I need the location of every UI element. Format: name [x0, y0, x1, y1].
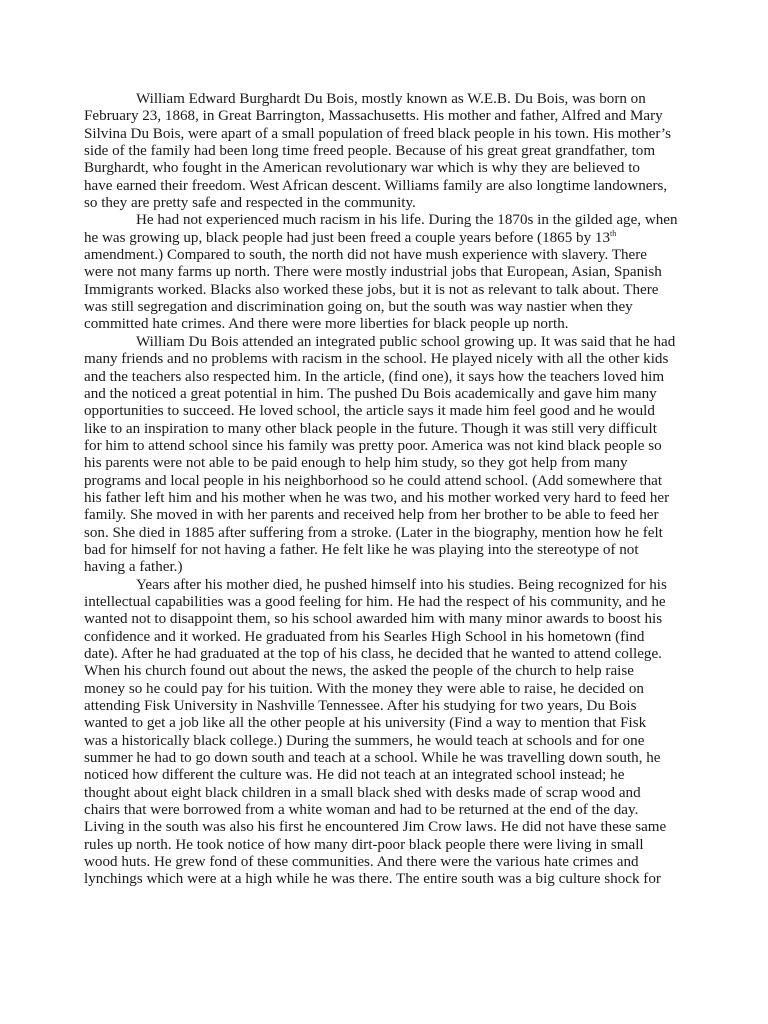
line-text: committed hate crimes. And there were more liberties for black people up north.	[84, 316, 569, 333]
text-line	[84, 542, 684, 559]
line-text: like to an inspiration to many other black people in the future. Though it was still very difficult	[84, 420, 657, 437]
line-text: side of the family had been long time freed people. Because of his great great grandfather, tom	[84, 143, 656, 160]
text-line	[84, 299, 684, 316]
line-text: He had not experienced much racism in his life. During the 1870s in the gilded age, when	[136, 212, 678, 229]
line-text: lynchings which were at a high while he was there. The entire south was a big culture shock for	[84, 871, 661, 888]
line-text: chairs that were borrowed from a white woman and had to be returned at the end of the day.	[84, 802, 639, 819]
line-text: and the teachers also respected him. In the article, (find one), it says how the teachers loved him	[84, 368, 665, 385]
text-line	[84, 611, 684, 628]
text-line	[84, 715, 684, 732]
text-line	[84, 663, 684, 680]
text-line	[84, 473, 684, 490]
text-line	[84, 126, 684, 143]
line-text: his father left him and his mother when he was two, and his mother worked very hard to feed her	[84, 489, 670, 506]
text-line	[84, 91, 684, 108]
text-line	[84, 316, 684, 333]
text-line	[84, 334, 684, 351]
line-text: intellectual capabilities was a good feeling for him. He had the respect of his community, and he	[84, 593, 666, 610]
text-line	[84, 230, 684, 247]
text-line	[84, 750, 684, 767]
text-line	[84, 871, 684, 888]
line-text: programs and local people in his neighborhood so he could attend school. (Add somewhere that	[84, 472, 663, 489]
line-text: was a historically black college.) During the summers, he would teach at schools and for one	[84, 732, 645, 749]
line-text: February 23, 1868, in Great Barrington, Massachusetts. His mother and father, Alfred and Mary	[84, 108, 663, 125]
text-line	[84, 785, 684, 802]
text-line	[84, 698, 684, 715]
line-text: Burghardt, who fought in the American revolutionary war which is why they are believed to	[84, 160, 640, 177]
line-text: son. She died in 1885 after suffering from a stroke. (Later in the biography, mention how he felt	[84, 524, 663, 541]
text-line	[84, 421, 684, 438]
line-text: have earned their freedom. West African descent. Williams family are also longtime landowners,	[84, 177, 668, 194]
text-line	[84, 247, 684, 264]
text-line	[84, 681, 684, 698]
text-line	[84, 264, 684, 281]
line-text: his parents were not able to be paid enough to help him study, so they got help from many	[84, 455, 628, 472]
line-text: and the noticed a great potential in him. The pushed Du Bois academically and gave him many	[84, 385, 657, 402]
text-line	[84, 160, 684, 177]
line-text: noticed how different the culture was. He did not teach at an integrated school instead; he	[84, 767, 625, 784]
text-line	[84, 837, 684, 854]
line-text: William Du Bois attended an integrated public school growing up. It was said that he had	[136, 333, 676, 350]
line-text: confidence and it worked. He graduated from his Searles High School in his hometown (find	[84, 628, 645, 645]
superscript-ordinal: th	[610, 228, 617, 238]
text-line	[84, 351, 684, 368]
text-line	[84, 629, 684, 646]
line-text: attending Fisk University in Nashville Tennessee. After his studying for two years, Du Bois	[84, 698, 637, 715]
text-line	[84, 455, 684, 472]
line-text: bad for himself for not having a father. He felt like he was playing into the stereotype of not	[84, 541, 639, 558]
text-line	[84, 577, 684, 594]
line-text: thought about eight black children in a small black shed with desks made of scrap wood and	[84, 784, 641, 801]
text-line	[84, 369, 684, 386]
line-text: rules up north. He took notice of how many dirt-poor black people there were living in small	[84, 836, 644, 853]
text-line	[84, 386, 684, 403]
text-line	[84, 733, 684, 750]
text-line	[84, 108, 684, 125]
text-line	[84, 178, 684, 195]
text-line	[84, 819, 684, 836]
text-line	[84, 767, 684, 784]
line-text: having a father.)	[84, 559, 183, 576]
text-line	[84, 854, 684, 871]
line-text: Immigrants worked. Blacks also worked these jobs, but it is not as relevant to talk about. There	[84, 281, 659, 298]
text-line	[84, 525, 684, 542]
line-text: Silvina Du Bois, were apart of a small population of freed black people in his town. His mother’s	[84, 125, 671, 142]
line-text: Years after his mother died, he pushed himself into his studies. Being recognized for his	[136, 576, 667, 593]
document-body	[84, 91, 684, 889]
line-text: wanted not to disappoint them, so his school awarded him with many minor awards to boost his	[84, 611, 663, 628]
line-text: was still segregation and discrimination going on, but the south was way nastier when they	[84, 299, 633, 316]
line-text: for him to attend school since his family was pretty poor. America was not kind black people so	[84, 437, 662, 454]
text-line	[84, 438, 684, 455]
text-line	[84, 646, 684, 663]
text-line	[84, 212, 684, 229]
line-text: William Edward Burghardt Du Bois, mostly known as W.E.B. Du Bois, was born on	[136, 91, 646, 107]
line-text: opportunities to succeed. He loved school, the article says it made him feel good and he would	[84, 403, 655, 420]
text-line	[84, 143, 684, 160]
line-text: family. She moved in with her parents and received help from her brother to be able to feed her	[84, 507, 659, 524]
text-line	[84, 282, 684, 299]
text-line	[84, 559, 684, 576]
line-text: When his church found out about the news, the asked the people of the church to help raise	[84, 663, 634, 680]
line-text: Living in the south was also his first he encountered Jim Crow laws. He did not have these same	[84, 819, 667, 836]
line-text: money so he could pay for his tuition. With the money they were able to raise, he decided on	[84, 680, 644, 697]
text-line	[84, 802, 684, 819]
line-text: so they are pretty safe and respected in the community.	[84, 195, 416, 212]
line-text: summer he had to go down south and teach at a school. While he was travelling down south, he	[84, 750, 661, 767]
line-text: wanted to get a job like all the other people at his university (Find a way to mention that Fisk	[84, 715, 647, 732]
line-text: wood huts. He grew fond of these communities. And there were the various hate crimes and	[84, 854, 639, 871]
line-text: he was growing up, black people had just been freed a couple years before (1865 by 13	[84, 229, 611, 246]
line-text: amendment.) Compared to south, the north did not have mush experience with slavery. There	[84, 247, 647, 264]
text-line	[84, 403, 684, 420]
text-line	[84, 507, 684, 524]
text-line	[84, 195, 684, 212]
text-line	[84, 490, 684, 507]
line-text: were not many farms up north. There were mostly industrial jobs that European, Asian, Spanish	[84, 264, 662, 281]
line-text: date). After he had graduated at the top of his class, he decided that he wanted to attend college.	[84, 646, 662, 662]
text-line	[84, 594, 684, 611]
line-text: many friends and no problems with racism in the school. He played nicely with all the other kids	[84, 351, 669, 368]
